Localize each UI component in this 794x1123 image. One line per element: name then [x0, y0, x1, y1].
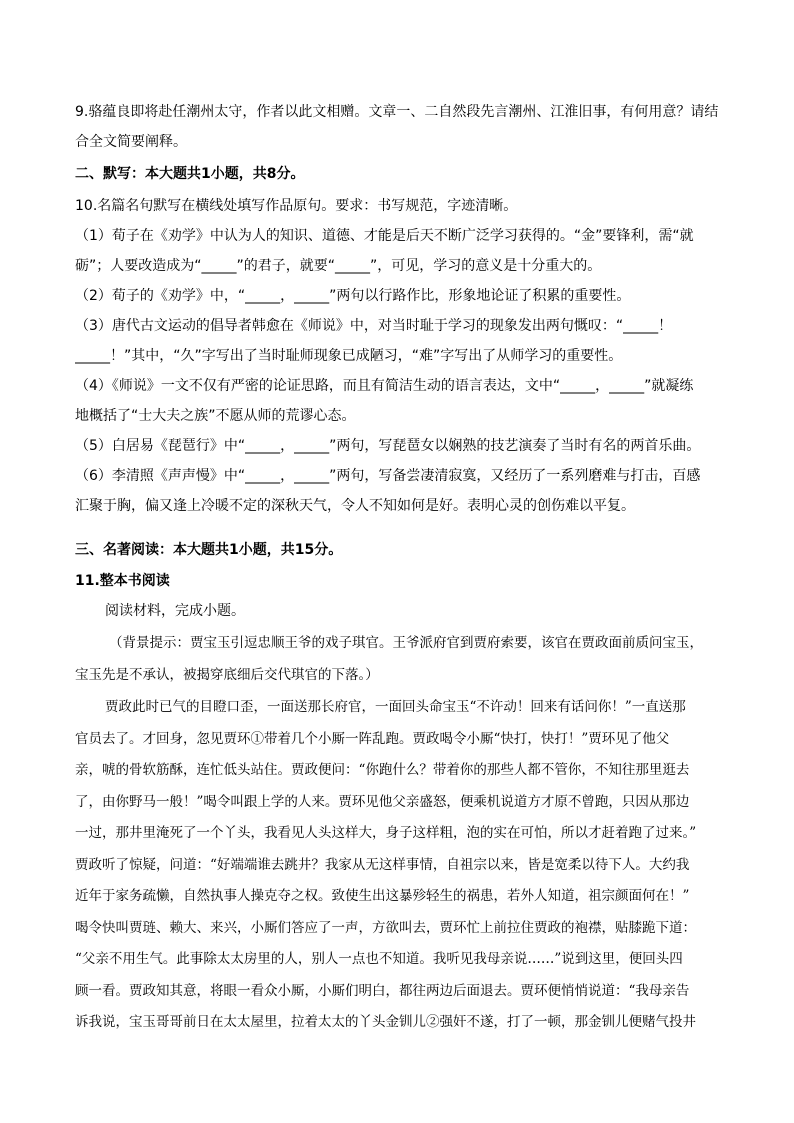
section-2-heading: 二、默写：本大题共1小题，共8分。 — [75, 166, 305, 182]
question-10-item-3-line: _____！”其中，“久”字写出了当时耻师现象已成陋习，“难”字写出了从师学习的重要性。 — [75, 348, 623, 364]
passage-line: 贾政此时已气的目瞪口歪，一面送那长府官，一面回头命宝玉“不许动！回来有话问你！”一直送那 — [105, 699, 686, 715]
passage-line: 亲，唬的骨软筋酥，连忙低头站住。贾政便问：“你跑什么？带着你的那些人都不管你，不知往那里逛去 — [75, 762, 690, 778]
question-11 — [75, 566, 723, 626]
passage-line: 官员去了。才回身，忽见贾环①带着几个小厮一阵乱跑。贾政喝令小厮“快打，快打！”贾环见了他父 — [75, 730, 670, 747]
question-10-item-4-line: 地概括了“士大夫之族”不愿从师的荒谬心态。 — [75, 408, 356, 424]
passage-line: “父亲不用生气。此事除太太房里的人，别人一点也不知道。我听见我母亲说……”说到这里，便回头四 — [75, 951, 683, 967]
passage-line: 近年于家务疏懒，自然执事人操克夺之权。致使生出这暴殄轻生的祸患，若外人知道，祖宗颜面何在！” — [75, 888, 690, 904]
question-10-item-4-line: （4）《师说》一文不仅有严密的论证思路，而且有简洁生动的语言表达，文中“_____，_____”就凝练 — [75, 378, 694, 394]
question-11-instruction: 阅读材料，完成小题。 — [105, 603, 245, 619]
passage-line: 喝令快叫贾琏、赖大、来兴，小厮们答应了一声，方欲叫去，贾环忙上前拉住贾政的袍襟，贴膝跪下道： — [75, 919, 696, 936]
question-10-item-1-line: 砺”；人要改造成为“_____”的君子，就要“_____”，可见，学习的意义是十分重大的。 — [75, 258, 602, 274]
question-10-item-3-line: （3）唐代古文运动的倡导者韩愈在《师说》中，对当时耻于学习的现象发出两句慨叹：“_____！ — [75, 318, 673, 334]
question-10-item-6-line: （6）李清照《声声慢》中“_____，_____”两句，写备尝凄清寂寞，又经历了一系列磨难与打击，百感 — [75, 468, 701, 484]
question-9-line: 9.骆蕴良即将赴任潮州太守，作者以此文相赠。文章一、二自然段先言潮州、江淮旧事，有何用意？请结 — [75, 104, 719, 120]
question-10-intro: 10.名篇名句默写在横线处填写作品原句。要求：书写规范，字迹清晰。 — [75, 198, 518, 214]
passage-line: 顾一看。贾政知其意，将眼一看众小厮，小厮们明白，都往两边后面退去。贾环便悄悄说道：“我母亲告 — [75, 982, 690, 999]
background-note-line: 宝玉先是不承认，被揭穿底细后交代琪官的下落。） — [75, 666, 379, 683]
passage-line: 诉我说，宝玉哥哥前日在太太屋里，拉着太太的丫头金钏儿②强奸不遂，打了一顿，那金钏儿便赌气投井 — [75, 1014, 696, 1030]
background-note-line: （背景提示：贾宝玉引逗忠顺王爷的戏子琪官。王爷派府官到贾府索要，该官在贾政面前质问宝玉， — [109, 635, 703, 651]
question-9 — [75, 97, 723, 157]
question-10 — [75, 191, 723, 521]
question-10-item-5-line: （5）白居易《琵琶行》中“_____，_____”两句，写琵琶女以娴熟的技艺演奏了当时有名的两首乐曲。 — [75, 438, 701, 454]
section-3-heading: 三、名著阅读：本大题共1小题，共15分。 — [75, 542, 343, 558]
reading-passage — [75, 692, 723, 1039]
question-10-item-1-line: （1）荀子在《劝学》中认为人的知识、道德、才能是后天不断广泛学习获得的。“金”要锋利，需“就 — [75, 228, 694, 244]
question-10-item-2-line: （2）荀子的《劝学》中，“_____，_____”两句以行路作比，形象地论证了积累的重要性。 — [75, 288, 631, 304]
passage-line: 了，由你野马一般！”喝令叫跟上学的人来。贾环见他父亲盛怒，便乘机说道方才原不曾跑，只因从那边 — [75, 793, 690, 810]
question-11-title: 11.整本书阅读 — [75, 573, 170, 589]
question-10-item-6-line: 汇聚于胸，偏又逢上冷暖不定的深秋天气，令人不知如何是好。表明心灵的创伤难以平复。 — [75, 498, 635, 514]
question-9-line: 合全文简要阐释。 — [75, 134, 187, 150]
passage-line: 一过，那井里淹死了一个丫头，我看见人头这样大，身子这样粗，泡的实在可怕，所以才赶着跑了过来。” — [75, 825, 697, 841]
background-note — [75, 628, 723, 691]
passage-line: 贾政听了惊疑，问道：“好端端谁去跳井？我家从无这样事情，自祖宗以来，皆是宽柔以待下人。大约我 — [75, 856, 690, 873]
